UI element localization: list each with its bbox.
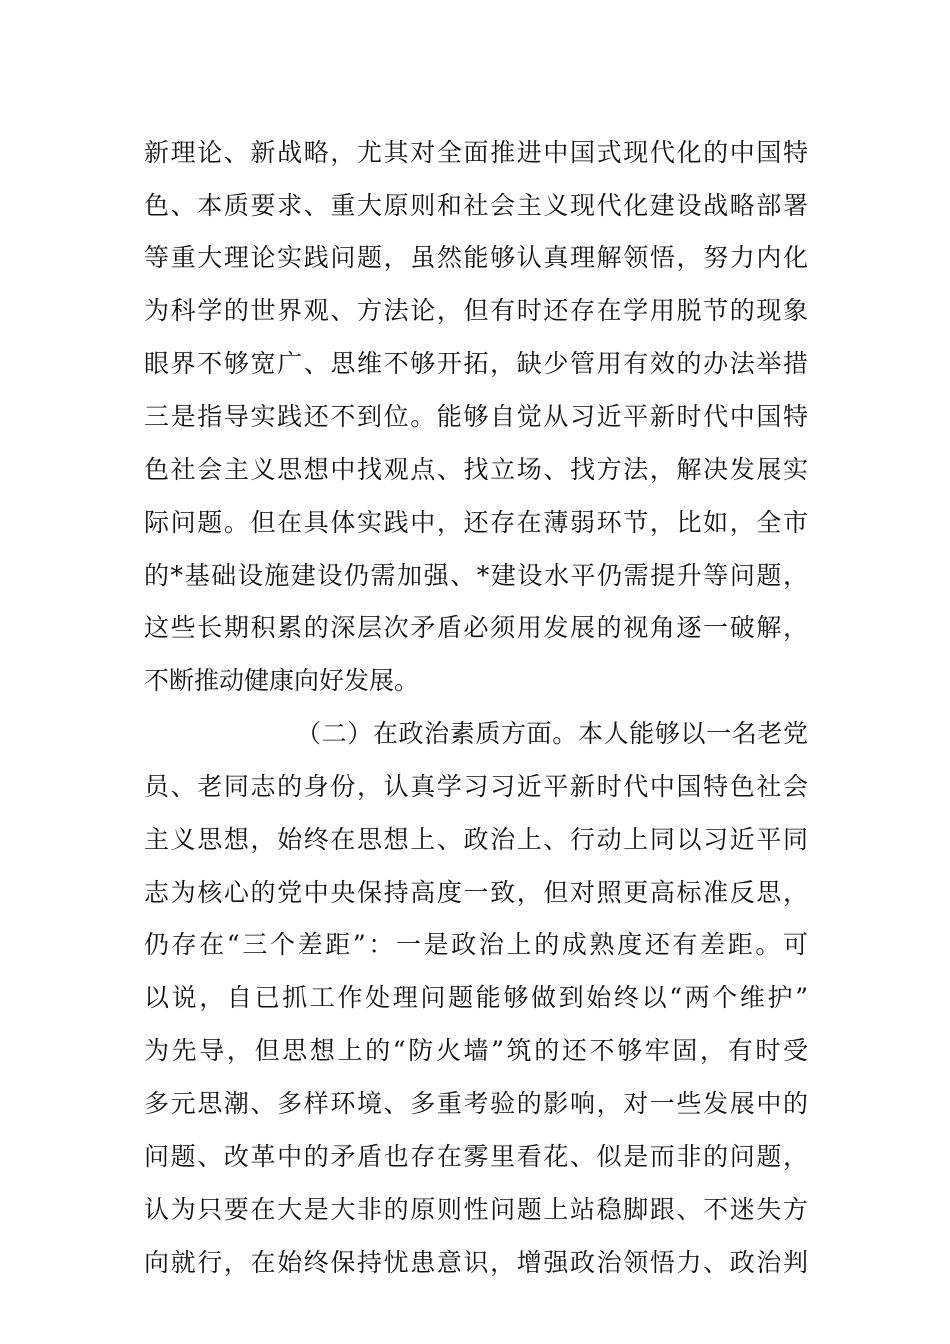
text-line: 这些长期积累的深层次矛盾必须用发展的视角逐一破解， [144, 613, 808, 642]
text-line: 为先导，但思想上的“防火墙”筑的还不够牢固，有时受 [144, 1036, 808, 1065]
text-line: 多元思潮、多样环境、多重考验的影响，对一些发展中的 [144, 1089, 808, 1118]
text-line: 以说，自已抓工作处理问题能够做到始终以“两个维护” [144, 983, 808, 1012]
text-line: 不断推动健康向好发展。 [144, 666, 420, 695]
text-line: 主义思想，始终在思想上、政治上、行动上同以习近平同 [144, 825, 808, 854]
text-line: 三是指导实践还不到位。能够自觉从习近平新时代中国特 [144, 402, 808, 431]
text-line: 志为核心的党中央保持高度一致，但对照更高标准反思， [144, 878, 808, 907]
text-line: 向就行，在始终保持忧患意识，增强政治领悟力、政治判 [144, 1248, 808, 1277]
text-line: 色、本质要求、重大原则和社会主义现代化建设战略部署 [144, 191, 808, 220]
text-line: 认为只要在大是大非的原则性问题上站稳脚跟、不迷失方 [144, 1195, 808, 1224]
text-line: 眼界不够宽广、思维不够开拓，缺少管用有效的办法举措 [144, 349, 808, 378]
text-line: 新理论、新战略，尤其对全面推进中国式现代化的中国特 [144, 138, 808, 167]
section-heading-line: （二）在政治素质方面。本人能够以一名老党 [296, 719, 808, 748]
text-line: 际问题。但在具体实践中，还存在薄弱环节，比如，全市 [144, 508, 808, 537]
text-line: 员、老同志的身份，认真学习习近平新时代中国特色社会 [144, 772, 808, 801]
text-line: 为科学的世界观、方法论，但有时还存在学用脱节的现象 [144, 296, 808, 325]
text-line: 仍存在“三个差距”：一是政治上的成熟度还有差距。可 [144, 930, 808, 959]
text-line: 色社会主义思想中找观点、找立场、找方法，解决发展实 [144, 455, 808, 484]
text-line: 的*基础设施建设仍需加强、*建设水平仍需提升等问题， [144, 561, 808, 590]
text-line: 问题、改革中的矛盾也存在雾里看花、似是而非的问题， [144, 1142, 808, 1171]
text-line: 等重大理论实践问题，虽然能够认真理解领悟，努力内化 [144, 243, 808, 272]
